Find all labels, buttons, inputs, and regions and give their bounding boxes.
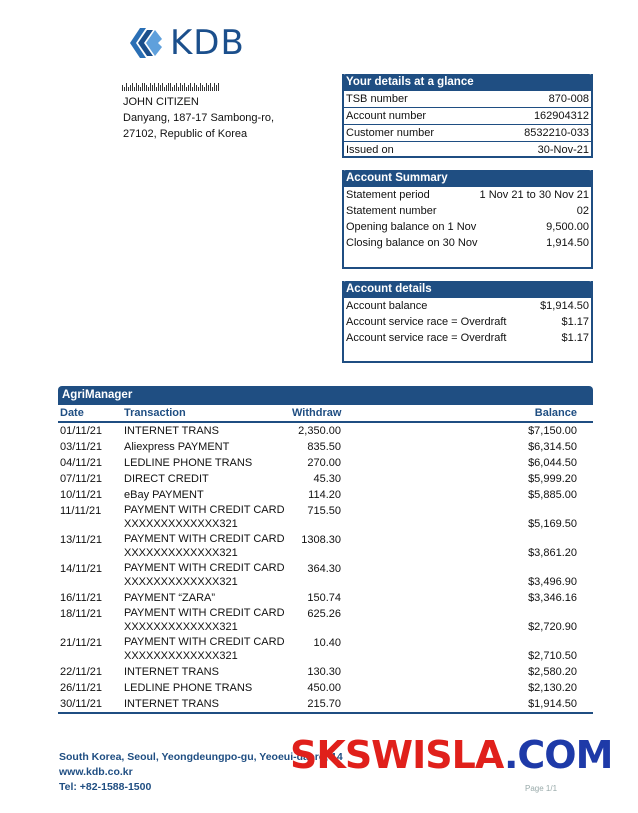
summary-label: Statement period	[346, 189, 430, 201]
cell-transaction: DIRECT CREDIT	[124, 473, 209, 485]
table-header-row	[58, 405, 593, 423]
transactions-table	[58, 386, 593, 714]
cell-transaction-line-2: XXXXXXXXXXXXX321	[124, 650, 238, 662]
cell-balance: $5,169.50	[528, 518, 577, 530]
cell-date: 16/11/21	[60, 592, 103, 604]
cell-balance: $2,710.50	[528, 650, 577, 662]
glance-value: 8532210-033	[524, 127, 589, 139]
cell-transaction	[124, 532, 285, 560]
details-row	[344, 314, 591, 330]
cell-balance: $5,999.20	[528, 473, 577, 485]
cell-balance: $7,150.00	[528, 425, 577, 437]
cell-transaction-line-2: XXXXXXXXXXXXX321	[124, 621, 238, 633]
cell-transaction-line-1: PAYMENT WITH CREDIT CARD	[124, 562, 285, 574]
cell-date: 07/11/21	[60, 473, 103, 485]
summary-value: 9,500.00	[546, 221, 589, 233]
cell-withdraw: 45.30	[313, 473, 341, 485]
kdb-logo	[122, 25, 245, 61]
details-at-a-glance-box	[342, 74, 593, 158]
glance-value: 162904312	[533, 110, 589, 122]
summary-row	[344, 219, 591, 235]
summary-title: Account Summary	[342, 170, 593, 187]
details-value: $1.17	[561, 332, 589, 344]
details-label: Account service race = Overdraft	[346, 332, 507, 344]
cell-date: 11/11/21	[60, 505, 102, 517]
details-row	[344, 298, 591, 314]
cell-withdraw: 1308.30	[301, 534, 341, 546]
cell-transaction-line-1: PAYMENT WITH CREDIT CARD	[124, 607, 285, 619]
cell-transaction: LEDLINE PHONE TRANS	[124, 457, 253, 469]
cell-transaction-line-1: PAYMENT WITH CREDIT CARD	[124, 636, 285, 648]
cell-date: 22/11/21	[60, 666, 103, 678]
cell-transaction: INTERNET TRANS	[124, 698, 219, 710]
cell-date: 01/11/21	[60, 425, 103, 437]
cell-transaction	[124, 606, 285, 634]
watermark-part-2: .COM	[503, 733, 613, 777]
summary-value: 1 Nov 21 to 30 Nov 21	[479, 189, 589, 201]
cell-balance: $2,580.20	[528, 666, 577, 678]
table-row	[58, 532, 593, 561]
cell-date: 14/11/21	[60, 563, 103, 575]
table-row	[58, 471, 593, 487]
cell-date: 26/11/21	[60, 682, 103, 694]
glance-label: Issued on	[346, 144, 394, 156]
cell-balance: $3,861.20	[528, 547, 577, 559]
address-line-2: 27102, Republic of Korea	[123, 128, 248, 140]
cell-balance: $5,885.00	[528, 489, 577, 501]
cell-withdraw: 270.00	[307, 457, 341, 469]
details-label: Account service race = Overdraft	[346, 316, 507, 328]
page-number: Page 1/1	[525, 784, 558, 793]
cell-withdraw: 625.26	[307, 608, 341, 620]
column-header-balance: Balance	[534, 407, 577, 419]
table-row	[58, 423, 593, 439]
glance-label: TSB number	[346, 93, 408, 105]
cell-date: 30/11/21	[60, 698, 103, 710]
cell-transaction	[124, 503, 285, 531]
cell-date: 10/11/21	[60, 489, 103, 501]
glance-row	[344, 108, 591, 125]
details-value: $1.17	[561, 316, 589, 328]
glance-value: 870-008	[548, 93, 589, 105]
summary-label: Closing balance on 30 Nov	[346, 237, 478, 249]
glance-row	[344, 142, 591, 158]
table-row	[58, 455, 593, 471]
account-details-box	[342, 281, 593, 363]
cell-withdraw: 364.30	[307, 563, 341, 575]
footer-website[interactable]: www.kdb.co.kr	[59, 766, 133, 778]
summary-label: Statement number	[346, 205, 437, 217]
table-row	[58, 439, 593, 455]
cell-date: 13/11/21	[60, 534, 103, 546]
address-line-1: Danyang, 187-17 Sambong-ro,	[123, 112, 275, 124]
column-header-transaction: Transaction	[124, 407, 186, 419]
table-row	[58, 487, 593, 503]
customer-address	[123, 94, 274, 142]
cell-date: 18/11/21	[60, 608, 103, 620]
table-row	[58, 606, 593, 635]
cell-withdraw: 715.50	[307, 505, 341, 517]
table-body	[58, 423, 593, 714]
cell-balance: $3,346.16	[528, 592, 577, 604]
summary-row	[344, 235, 591, 251]
cell-withdraw: 450.00	[307, 682, 341, 694]
cell-transaction: Aliexpress PAYMENT	[124, 441, 230, 453]
glance-row	[344, 91, 591, 108]
cell-balance: $3,496.90	[528, 576, 577, 588]
table-row	[58, 696, 593, 712]
glance-title: Your details at a glance	[342, 74, 593, 91]
cell-transaction: INTERNET TRANS	[124, 425, 219, 437]
footer-phone: Tel: +82-1588-1500	[59, 781, 152, 793]
table-row	[58, 590, 593, 606]
summary-row	[344, 187, 591, 203]
details-label: Account balance	[346, 300, 428, 312]
cell-balance: $1,914.50	[528, 698, 577, 710]
cell-withdraw: 10.40	[313, 637, 341, 649]
details-title: Account details	[342, 281, 593, 298]
cell-transaction-line-1: PAYMENT WITH CREDIT CARD	[124, 533, 285, 545]
summary-value: 1,914.50	[546, 237, 589, 249]
summary-value: 02	[576, 205, 589, 217]
cell-transaction: eBay PAYMENT	[124, 489, 204, 501]
cell-transaction-line-2: XXXXXXXXXXXXX321	[124, 518, 238, 530]
column-header-date: Date	[60, 407, 84, 419]
table-row	[58, 503, 593, 532]
glance-row	[344, 125, 591, 142]
cell-balance: $6,044.50	[528, 457, 577, 469]
cell-transaction	[124, 561, 285, 589]
watermark	[290, 733, 612, 777]
cell-transaction: INTERNET TRANS	[124, 666, 219, 678]
cell-transaction-line-2: XXXXXXXXXXXXX321	[124, 576, 238, 588]
cell-withdraw: 114.20	[308, 489, 341, 501]
glance-value: 30-Nov-21	[537, 144, 589, 156]
details-value: $1,914.50	[540, 300, 589, 312]
details-row	[344, 330, 591, 346]
summary-row	[344, 203, 591, 219]
account-summary-box	[342, 170, 593, 269]
cell-transaction-line-1: PAYMENT WITH CREDIT CARD	[124, 504, 285, 516]
address-barcode	[122, 83, 220, 91]
table-row	[58, 561, 593, 590]
cell-transaction	[124, 635, 285, 663]
cell-withdraw: 2,350.00	[298, 425, 341, 437]
cell-transaction-line-2: XXXXXXXXXXXXX321	[124, 547, 238, 559]
watermark-part-1: SKSWISLA	[290, 733, 504, 777]
cell-withdraw: 835.50	[307, 441, 341, 453]
glance-label: Account number	[346, 110, 427, 122]
summary-label: Opening balance on 1 Nov	[346, 221, 477, 233]
column-header-withdraw: Withdraw	[292, 407, 342, 419]
cell-balance: $2,130.20	[528, 682, 577, 694]
transactions-title: AgriManager	[58, 386, 593, 405]
cell-date: 03/11/21	[60, 441, 103, 453]
table-row	[58, 680, 593, 696]
customer-name: JOHN CITIZEN	[123, 96, 199, 108]
logo-text: KDB	[170, 23, 245, 63]
cell-date: 04/11/21	[60, 457, 103, 469]
footer-address: South Korea, Seoul, Yeongdeungpo-gu, Yeoeui-daero, 14	[59, 751, 343, 763]
cell-transaction: LEDLINE PHONE TRANS	[124, 682, 253, 694]
kdb-logo-icon	[122, 25, 164, 61]
table-row	[58, 635, 593, 664]
cell-transaction: PAYMENT “ZARA”	[124, 592, 216, 604]
cell-balance: $6,314.50	[528, 441, 577, 453]
cell-withdraw: 215.70	[307, 698, 341, 710]
cell-balance: $2,720.90	[528, 621, 577, 633]
cell-withdraw: 130.30	[307, 666, 341, 678]
table-row	[58, 664, 593, 680]
cell-withdraw: 150.74	[307, 592, 341, 604]
cell-date: 21/11/21	[60, 637, 103, 649]
glance-label: Customer number	[346, 127, 435, 139]
